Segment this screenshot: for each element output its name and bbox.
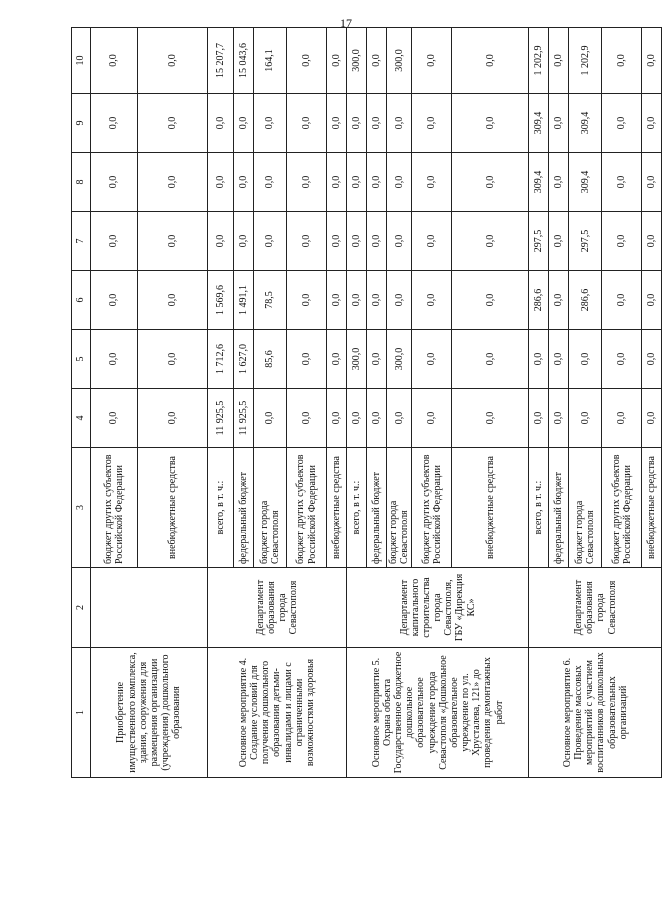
value-cell: 1 712,6 xyxy=(208,330,234,389)
column-header: 2 xyxy=(72,568,91,648)
value-cell: 0,0 xyxy=(602,330,642,389)
value-cell: 0,0 xyxy=(529,330,549,389)
value-cell: 0,0 xyxy=(387,389,412,448)
column-header: 10 xyxy=(72,28,91,94)
value-cell: 0,0 xyxy=(387,271,412,330)
value-cell: 0,0 xyxy=(367,153,387,212)
value-cell: 0,0 xyxy=(412,271,452,330)
value-cell: 0,0 xyxy=(287,153,327,212)
column-header: 3 xyxy=(72,448,91,568)
value-cell: 0,0 xyxy=(138,271,208,330)
column-header: 1 xyxy=(72,648,91,778)
value-cell: 0,0 xyxy=(208,94,234,153)
value-cell: 0,0 xyxy=(287,271,327,330)
column-header: 9 xyxy=(72,94,91,153)
funding-source-cell: бюджет других субъектов Российской Федерации xyxy=(602,448,642,568)
column-header: 6 xyxy=(72,271,91,330)
value-cell: 297,5 xyxy=(529,212,549,271)
value-cell: 0,0 xyxy=(387,212,412,271)
value-cell: 0,0 xyxy=(367,389,387,448)
value-cell: 0,0 xyxy=(327,389,347,448)
value-cell: 0,0 xyxy=(642,94,662,153)
value-cell: 0,0 xyxy=(367,28,387,94)
value-cell: 0,0 xyxy=(254,94,287,153)
value-cell: 11 925,5 xyxy=(208,389,234,448)
value-cell: 0,0 xyxy=(327,330,347,389)
value-cell: 0,0 xyxy=(549,330,569,389)
budget-table xyxy=(71,27,662,778)
funding-source-cell: федеральный бюджет xyxy=(549,448,569,568)
value-cell: 0,0 xyxy=(208,212,234,271)
value-cell: 0,0 xyxy=(602,28,642,94)
value-cell: 0,0 xyxy=(347,153,367,212)
value-cell: 0,0 xyxy=(367,94,387,153)
value-cell: 0,0 xyxy=(549,153,569,212)
table-row xyxy=(529,28,549,778)
column-header: 7 xyxy=(72,212,91,271)
value-cell: 0,0 xyxy=(287,94,327,153)
value-cell: 297,5 xyxy=(569,212,602,271)
table-row xyxy=(347,28,367,778)
funding-source-cell: всего, в т. ч.: xyxy=(208,448,234,568)
value-cell: 1 491,1 xyxy=(234,271,254,330)
value-cell: 0,0 xyxy=(347,389,367,448)
value-cell: 0,0 xyxy=(287,330,327,389)
value-cell: 0,0 xyxy=(367,271,387,330)
value-cell: 0,0 xyxy=(327,271,347,330)
value-cell: 0,0 xyxy=(327,94,347,153)
value-cell: 0,0 xyxy=(602,271,642,330)
funding-source-cell: бюджет других субъектов Российской Федерации xyxy=(287,448,327,568)
value-cell: 0,0 xyxy=(287,28,327,94)
value-cell: 0,0 xyxy=(549,212,569,271)
value-cell: 0,0 xyxy=(138,212,208,271)
value-cell: 0,0 xyxy=(569,389,602,448)
value-cell: 0,0 xyxy=(602,94,642,153)
funding-source-cell: всего, в т. ч.: xyxy=(347,448,367,568)
value-cell: 0,0 xyxy=(287,389,327,448)
funding-source-cell: внебюджетные средства xyxy=(642,448,662,568)
value-cell: 300,0 xyxy=(347,28,367,94)
value-cell: 0,0 xyxy=(327,212,347,271)
value-cell: 15 207,7 xyxy=(208,28,234,94)
value-cell: 0,0 xyxy=(549,389,569,448)
value-cell: 0,0 xyxy=(642,330,662,389)
activity-cell: Основное мероприятие 4. Создание условий для получения дошкольного образования детьми-инвалидами и лицами с ограниченными возможностями здоровья xyxy=(208,648,347,778)
value-cell: 0,0 xyxy=(91,330,138,389)
executor-cell: Департамент образования города Севастополя xyxy=(208,568,347,648)
funding-source-cell: внебюджетные средства xyxy=(138,448,208,568)
funding-source-cell: федеральный бюджет xyxy=(367,448,387,568)
value-cell: 0,0 xyxy=(347,212,367,271)
activity-cell: Приобретение имущественного комплекса, здания, сооружения для размещения организации (учреждения) дошкольного образования xyxy=(91,648,208,778)
value-cell: 0,0 xyxy=(452,330,529,389)
value-cell: 0,0 xyxy=(138,389,208,448)
value-cell: 0,0 xyxy=(452,212,529,271)
funding-source-cell: бюджет других субъектов Российской Федерации xyxy=(91,448,138,568)
value-cell: 0,0 xyxy=(138,330,208,389)
value-cell: 300,0 xyxy=(347,330,367,389)
value-cell: 286,6 xyxy=(529,271,549,330)
value-cell: 0,0 xyxy=(387,94,412,153)
value-cell: 309,4 xyxy=(569,153,602,212)
value-cell: 0,0 xyxy=(347,271,367,330)
value-cell: 0,0 xyxy=(642,212,662,271)
value-cell: 0,0 xyxy=(367,330,387,389)
executor-cell xyxy=(91,568,208,648)
value-cell: 0,0 xyxy=(452,389,529,448)
value-cell: 0,0 xyxy=(452,94,529,153)
value-cell: 0,0 xyxy=(91,153,138,212)
funding-source-cell: бюджет города Севастополя xyxy=(569,448,602,568)
value-cell: 164,1 xyxy=(254,28,287,94)
value-cell: 0,0 xyxy=(452,153,529,212)
funding-source-cell: бюджет других субъектов Российской Федерации xyxy=(412,448,452,568)
value-cell: 0,0 xyxy=(412,153,452,212)
funding-source-cell: бюджет города Севастополя xyxy=(387,448,412,568)
column-header: 5 xyxy=(72,330,91,389)
value-cell: 309,4 xyxy=(529,94,549,153)
value-cell: 0,0 xyxy=(367,212,387,271)
value-cell: 0,0 xyxy=(549,28,569,94)
value-cell: 1 202,9 xyxy=(569,28,602,94)
header-row xyxy=(72,28,91,778)
value-cell: 0,0 xyxy=(452,271,529,330)
value-cell: 0,0 xyxy=(254,212,287,271)
value-cell: 0,0 xyxy=(529,389,549,448)
value-cell: 0,0 xyxy=(234,94,254,153)
value-cell: 0,0 xyxy=(91,94,138,153)
table-body xyxy=(72,28,662,778)
value-cell: 0,0 xyxy=(138,28,208,94)
value-cell: 0,0 xyxy=(642,153,662,212)
value-cell: 0,0 xyxy=(287,212,327,271)
rotated-table-wrapper xyxy=(71,28,658,778)
value-cell: 0,0 xyxy=(569,330,602,389)
value-cell: 1 627,0 xyxy=(234,330,254,389)
column-header: 8 xyxy=(72,153,91,212)
value-cell: 0,0 xyxy=(412,28,452,94)
page-number: 17 xyxy=(340,16,352,30)
value-cell: 0,0 xyxy=(412,389,452,448)
value-cell: 85,6 xyxy=(254,330,287,389)
value-cell: 0,0 xyxy=(208,153,234,212)
value-cell: 0,0 xyxy=(549,94,569,153)
value-cell: 0,0 xyxy=(327,28,347,94)
value-cell: 0,0 xyxy=(234,153,254,212)
value-cell: 0,0 xyxy=(642,271,662,330)
value-cell: 0,0 xyxy=(412,330,452,389)
value-cell: 0,0 xyxy=(234,212,254,271)
activity-cell: Основное мероприятие 6. Проведение массовых мероприятий с участием воспитанников дошкольных образовательных организаций xyxy=(529,648,662,778)
funding-source-cell: федеральный бюджет xyxy=(234,448,254,568)
value-cell: 286,6 xyxy=(569,271,602,330)
value-cell: 0,0 xyxy=(452,28,529,94)
value-cell: 0,0 xyxy=(91,212,138,271)
value-cell: 0,0 xyxy=(91,389,138,448)
funding-source-cell: бюджет города Севастополя xyxy=(254,448,287,568)
value-cell: 309,4 xyxy=(569,94,602,153)
value-cell: 0,0 xyxy=(254,389,287,448)
value-cell: 309,4 xyxy=(529,153,549,212)
value-cell: 0,0 xyxy=(602,153,642,212)
value-cell: 300,0 xyxy=(387,28,412,94)
value-cell: 0,0 xyxy=(549,271,569,330)
value-cell: 0,0 xyxy=(327,153,347,212)
value-cell: 0,0 xyxy=(642,28,662,94)
value-cell: 1 569,6 xyxy=(208,271,234,330)
funding-source-cell: внебюджетные средства xyxy=(327,448,347,568)
value-cell: 11 925,5 xyxy=(234,389,254,448)
value-cell: 0,0 xyxy=(91,28,138,94)
value-cell: 0,0 xyxy=(254,153,287,212)
value-cell: 0,0 xyxy=(602,212,642,271)
value-cell: 0,0 xyxy=(642,389,662,448)
executor-cell: Департамент капитального строительства города Севастополя, ГБУ «Дирекция КС» xyxy=(347,568,529,648)
column-header: 4 xyxy=(72,389,91,448)
executor-cell: Департамент образования города Севастополя xyxy=(529,568,662,648)
value-cell: 78,5 xyxy=(254,271,287,330)
table-row xyxy=(91,28,138,778)
value-cell: 15 043,6 xyxy=(234,28,254,94)
value-cell: 0,0 xyxy=(387,153,412,212)
table-row xyxy=(208,28,234,778)
value-cell: 0,0 xyxy=(347,94,367,153)
value-cell: 0,0 xyxy=(412,212,452,271)
value-cell: 0,0 xyxy=(91,271,138,330)
funding-source-cell: всего, в т. ч.: xyxy=(529,448,549,568)
value-cell: 300,0 xyxy=(387,330,412,389)
value-cell: 0,0 xyxy=(138,153,208,212)
value-cell: 0,0 xyxy=(138,94,208,153)
value-cell: 0,0 xyxy=(412,94,452,153)
funding-source-cell: внебюджетные средства xyxy=(452,448,529,568)
value-cell: 0,0 xyxy=(602,389,642,448)
value-cell: 1 202,9 xyxy=(529,28,549,94)
activity-cell: Основное мероприятие 5. Охрана объекта Государственное бюджетное дошкольное образовательное учреждение города Севастополя «Дошкольное образовательное учреждение по ул. Хрусталева, 121» до проведения демонтажных работ xyxy=(347,648,529,778)
